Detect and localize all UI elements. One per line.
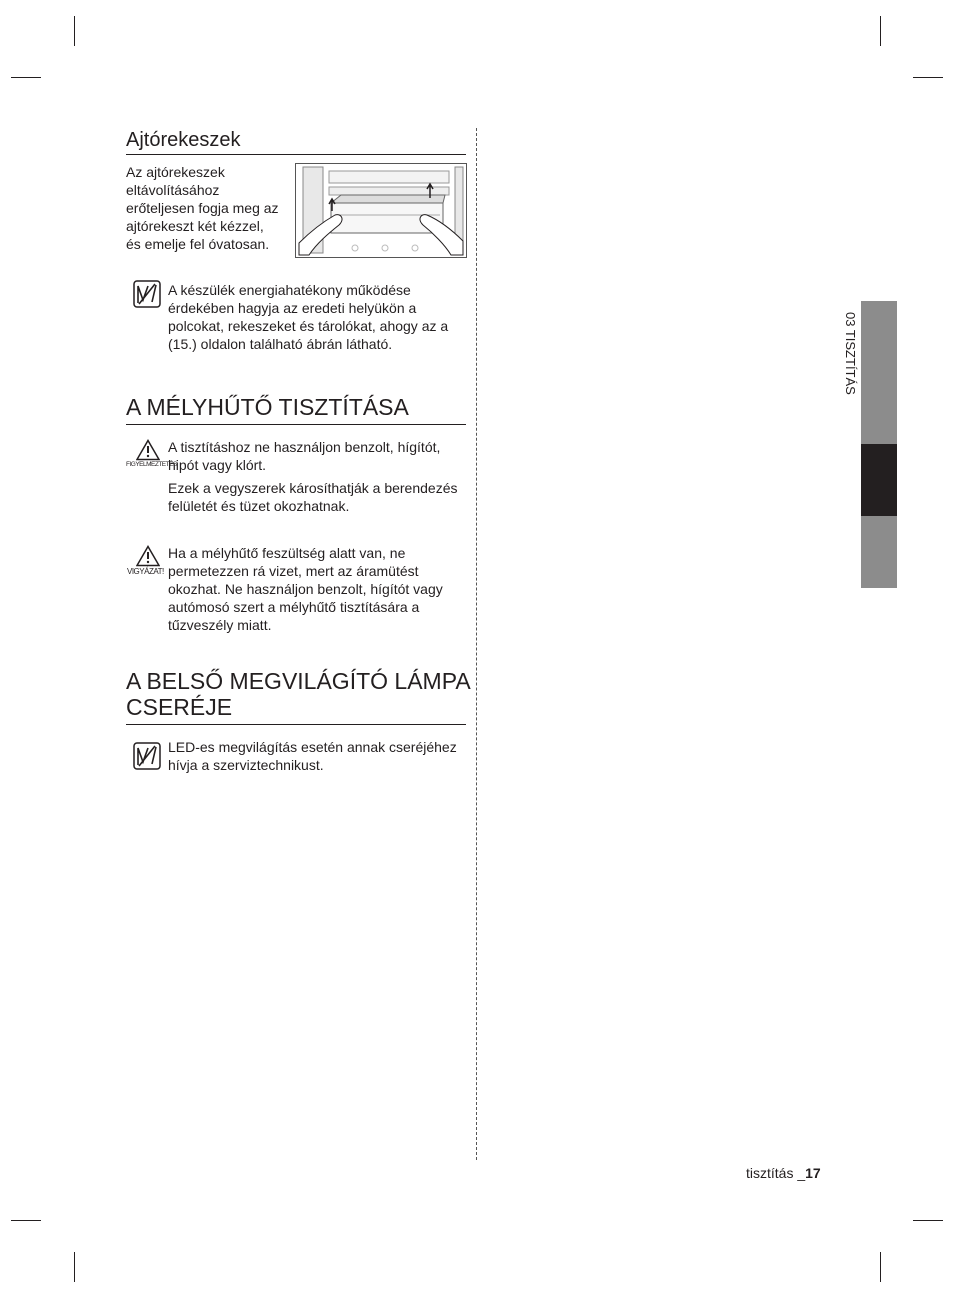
text-line: tűzveszély miatt. [168, 617, 272, 633]
crop-mark [913, 1220, 943, 1221]
text-line: (15.) oldalon található ábrán látható. [168, 336, 393, 352]
text-line: hipót vagy klórt. [168, 457, 267, 473]
text-line: autómosó szert a mélyhűtő tisztítására a [168, 599, 420, 615]
note-icon [133, 742, 161, 770]
side-tab-marker [861, 444, 897, 516]
text-line: okozhat. Ne használjon benzolt, hígítót vagy [168, 581, 443, 597]
heading-rule [126, 424, 466, 425]
page-number: 17 [805, 1165, 821, 1181]
text-line: hívja a szerviztechnikust. [168, 757, 324, 773]
heading-line: CSERÉJE [126, 694, 233, 720]
caution-label: VIGYÁZAT! [127, 567, 164, 576]
page-footer [746, 1165, 821, 1181]
text-line: és emelje fel óvatosan. [126, 236, 270, 252]
crop-mark [880, 1252, 881, 1282]
crop-mark [74, 16, 75, 46]
crop-mark [11, 77, 41, 78]
text-line: polcokat, rekeszeket és tárolókat, ahogy az a [168, 318, 449, 334]
column-divider [476, 128, 477, 1160]
ajtorekesz-instructions [126, 163, 296, 253]
caution-text [168, 544, 468, 634]
text-line: A készülék energiahatékony működése [168, 282, 411, 298]
text-line: felületét és tüzet okozhatnak. [168, 498, 350, 514]
text-line: eltávolításához [126, 182, 220, 198]
heading-rule [126, 724, 466, 725]
text-line: LED-es megvilágítás esetén annak cseréjéhez [168, 739, 457, 755]
text-line: Ezek a vegyszerek károsíthatják a berendezés [168, 480, 458, 496]
warning-label: FIGYELMEZTETÉS [126, 461, 177, 468]
door-bin-illustration [295, 163, 467, 258]
note-icon [133, 280, 161, 308]
crop-mark [74, 1252, 75, 1282]
warning-text-continued [168, 479, 468, 515]
text-line: Az ajtórekeszek [126, 164, 225, 180]
section-heading-ajtorekeszek: Ajtórekeszek [126, 129, 241, 151]
warning-text [168, 438, 468, 474]
warning-triangle-icon [136, 439, 160, 461]
crop-mark [11, 1220, 41, 1221]
text-line: ajtórekeszt két kézzel, [126, 218, 264, 234]
caution-triangle-icon [136, 545, 160, 567]
side-tab-label: 03 TISZTÍTÁS [843, 312, 858, 395]
note-energy-efficiency [168, 281, 468, 353]
text-line: A tisztításhoz ne használjon benzolt, hígítót, [168, 439, 441, 455]
heading-line: A BELSŐ MEGVILÁGÍTÓ LÁMPA [126, 668, 471, 694]
section-heading-melyhuto: A MÉLYHŰTŐ TISZTÍTÁSA [126, 394, 409, 420]
note-led-replacement [168, 738, 468, 774]
heading-rule [126, 154, 466, 155]
crop-mark [880, 16, 881, 46]
crop-mark [913, 77, 943, 78]
section-heading-lampa [126, 668, 471, 720]
text-line: Ha a mélyhűtő feszültség alatt van, ne [168, 545, 406, 561]
footer-section: tisztítás _ [746, 1165, 806, 1181]
text-line: erőteljesen fogja meg az [126, 200, 279, 216]
text-line: érdekében hagyja az eredeti helyükön a [168, 300, 417, 316]
text-line: permetezzen rá vizet, mert az áramütést [168, 563, 419, 579]
